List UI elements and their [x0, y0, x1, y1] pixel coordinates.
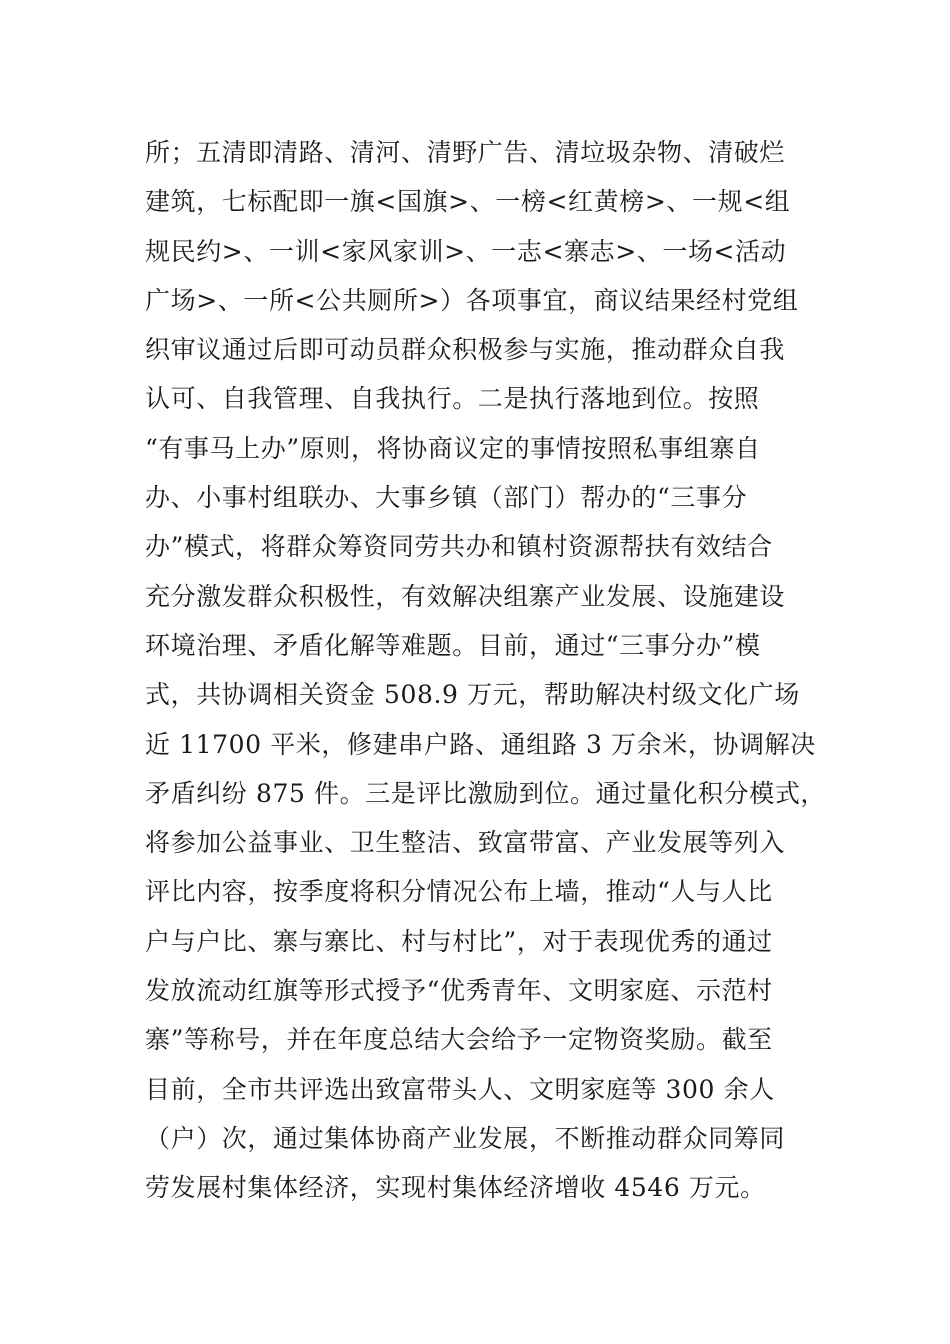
text-line: 广场>、一所<公共厕所>）各项事宜，商议结果经村党组	[145, 285, 799, 315]
text-line: 式，共协调相关资金 508.9 万元，帮助解决村级文化广场	[145, 680, 800, 710]
text-line: 规民约>、一训<家风家训>、一志<寨志>、一场<活动	[145, 236, 787, 266]
text-line: 评比内容，按季度将积分情况公布上墙，推动“人与人比	[145, 877, 773, 907]
text-line: 认可、自我管理、自我执行。二是执行落地到位。按照	[145, 384, 760, 414]
text-line: 劳发展村集体经济，实现村集体经济增收 4546 万元。	[145, 1173, 766, 1203]
text-line: 所；五清即清路、清河、清野广告、清垃圾杂物、清破烂	[145, 138, 786, 167]
text-line: 将参加公益事业、卫生整洁、致富带富、产业发展等列入	[145, 828, 786, 858]
text-line: 办”模式，将群众筹资同劳共办和镇村资源帮扶有效结合	[145, 532, 773, 562]
text-line: 目前，全市共评选出致富带头人、文明家庭等 300 余人	[145, 1074, 775, 1104]
text-line: 办、小事村组联办、大事乡镇（部门）帮办的“三事分	[145, 483, 748, 513]
text-line: 环境治理、矛盾化解等难题。目前，通过“三事分办”模	[145, 630, 761, 660]
text-line: 寨”等称号，并在年度总结大会给予一定物资奖励。截至	[145, 1025, 773, 1055]
text-line: 近 11700 平米，修建串户路、通组路 3 万余米，协调解决	[145, 729, 816, 759]
text-line: 充分激发群众积极性，有效解决组寨产业发展、设施建设	[145, 581, 786, 611]
text-line: 户与户比、寨与寨比、村与村比”，对于表现优秀的通过	[145, 926, 773, 956]
text-line: 建筑，七标配即一旗<国旗>、一榜<红黄榜>、一规<组	[145, 187, 791, 217]
text-line: （户）次，通过集体协商产业发展，不断推动群众同筹同	[145, 1123, 786, 1153]
text-line: 矛盾纠纷 875 件。三是评比激励到位。通过量化积分模式，	[145, 778, 827, 808]
text-line: 发放流动红旗等形式授予“优秀青年、文明家庭、示范村	[145, 976, 773, 1006]
text-line: 织审议通过后即可动员群众积极参与实施，推动群众自我	[145, 335, 786, 365]
body-text	[145, 128, 835, 1213]
text-line: “有事马上办”原则，将协商议定的事情按照私事组寨自	[145, 433, 761, 463]
